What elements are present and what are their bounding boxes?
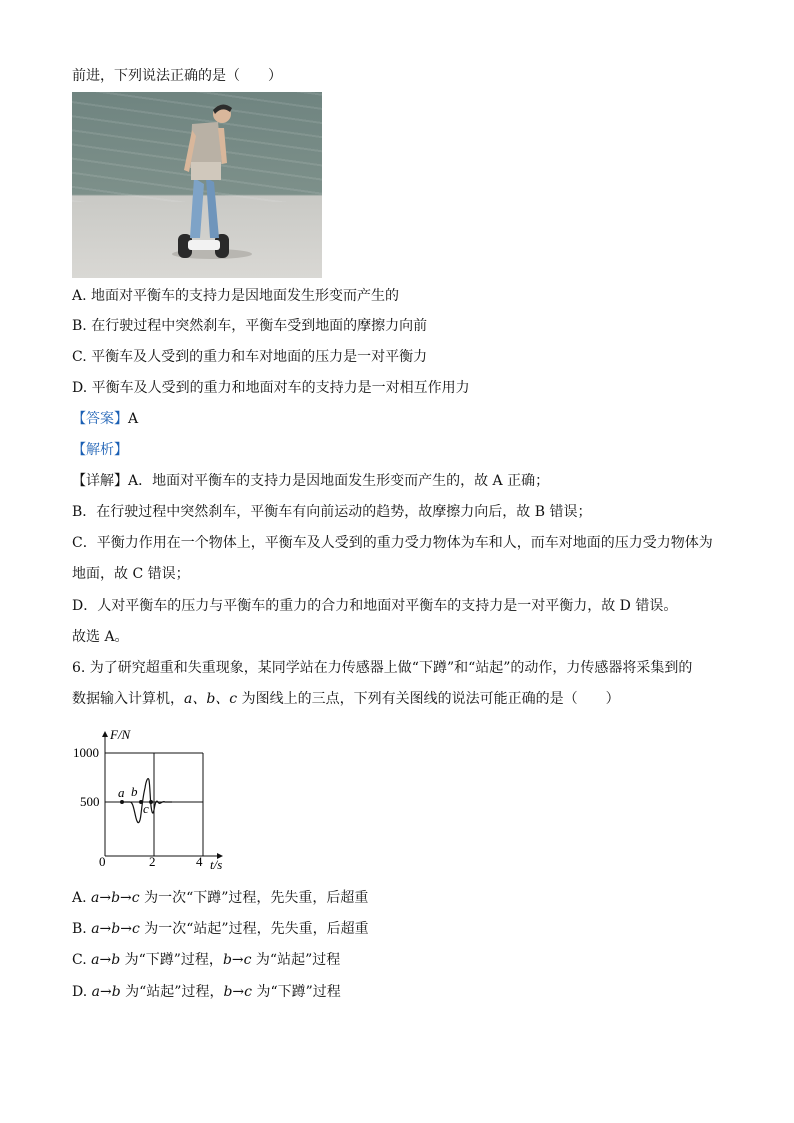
q6-stem-pre: 数据输入计算机， <box>72 691 184 707</box>
q6-option-a-prefix: A. <box>72 890 92 906</box>
q6-option-a <box>72 888 368 908</box>
q5-option-c: C. 平衡车及人受到的重力和车对地面的压力是一对平衡力 <box>72 349 428 365</box>
q6-stem-post: 为图线上的三点，下列有关图线的说法可能正确的是（ ） <box>237 691 620 707</box>
point-a-marker <box>120 800 124 804</box>
q6-stem-vars: a、b、c <box>184 691 238 707</box>
q6-option-c-text: 为“站起”过程 <box>251 952 341 968</box>
q6-option-c-mid: 为“下蹲”过程， <box>120 952 223 968</box>
q6-option-c <box>72 950 340 970</box>
q6-option-d <box>72 982 341 1002</box>
q6-option-d-sequence-1: a→b <box>91 984 121 1000</box>
q5-option-d: D. 平衡车及人受到的重力和地面对车的支持力是一对相互作用力 <box>72 380 470 396</box>
balance-scooter-photo <box>72 92 322 278</box>
answer-label: 【答案】 <box>72 411 128 427</box>
q6-option-c-sequence-1: a→b <box>91 952 121 968</box>
detail-line-5: D．人对平衡车的压力与平衡车的重力的合力和地面对平衡车的支持力是一对平衡力，故 D 错误。 <box>72 598 678 614</box>
force-time-graph <box>72 726 242 871</box>
q6-option-b-text: 为一次“站起”过程，先失重，后超重 <box>139 921 369 937</box>
q6-option-d-mid: 为“站起”过程， <box>120 984 224 1000</box>
q6-option-b <box>72 919 369 939</box>
q5-option-b: B. 在行驶过程中突然刹车，平衡车受到地面的摩擦力向前 <box>72 318 428 334</box>
y-tick-500: 500 <box>80 794 100 809</box>
x-tick-4: 4 <box>196 854 203 869</box>
q6-option-c-sequence-2: b→c <box>222 952 252 968</box>
q6-option-d-sequence-2: b→c <box>223 984 252 1000</box>
detail-conclusion: 故选 A。 <box>72 629 129 645</box>
q6-option-a-text: 为一次“下蹲”过程，先失重，后超重 <box>139 890 369 906</box>
q6-option-c-prefix: C. <box>72 952 92 968</box>
detail-line-1 <box>72 471 549 491</box>
analysis-label: 【解析】 <box>72 442 128 458</box>
point-c-label: c <box>143 801 149 816</box>
analysis-line <box>72 440 128 460</box>
q5-question-tail: 前进，下列说法正确的是（ ） <box>72 68 282 84</box>
x-tick-0: 0 <box>99 854 106 869</box>
detail-text-1: A．地面对平衡车的支持力是因地面发生形变而产生的，故 A 正确； <box>128 473 550 489</box>
q6-option-d-text: 为“下蹲”过程 <box>252 984 341 1000</box>
x-tick-2: 2 <box>149 854 156 869</box>
q6-option-b-sequence: a→b→c <box>91 921 140 937</box>
detail-line-4: 地面，故 C 错误； <box>72 566 190 582</box>
point-b-label: b <box>131 784 138 799</box>
q6-option-b-prefix: B. <box>72 921 92 937</box>
point-a-label: a <box>118 785 125 800</box>
q6-option-d-prefix: D. <box>72 984 92 1000</box>
q6-stem-line-1: 6. 为了研究超重和失重现象，某同学站在力传感器上做“下蹲”和“站起”的动作，力传感器将采集到的 <box>72 660 693 676</box>
y-tick-1000: 1000 <box>73 745 99 760</box>
q6-option-a-sequence: a→b→c <box>91 890 140 906</box>
answer-value: A <box>128 411 139 427</box>
answer-line <box>72 409 138 429</box>
detail-line-3: C．平衡力作用在一个物体上，平衡车及人受到的重力受力物体为车和人，而车对地面的压力受力物体为 <box>72 535 713 551</box>
q6-stem-line-2 <box>72 689 620 709</box>
y-axis-label: F/N <box>110 727 131 742</box>
detail-line-2: B．在行驶过程中突然刹车，平衡车有向前运动的趋势，故摩擦力向后，故 B 错误； <box>72 504 592 520</box>
x-axis-label: t/s <box>210 857 223 871</box>
point-c-marker <box>149 800 153 804</box>
q5-option-a: A. 地面对平衡车的支持力是因地面发生形变而产生的 <box>72 288 400 304</box>
detail-label: 【详解】 <box>72 473 128 489</box>
